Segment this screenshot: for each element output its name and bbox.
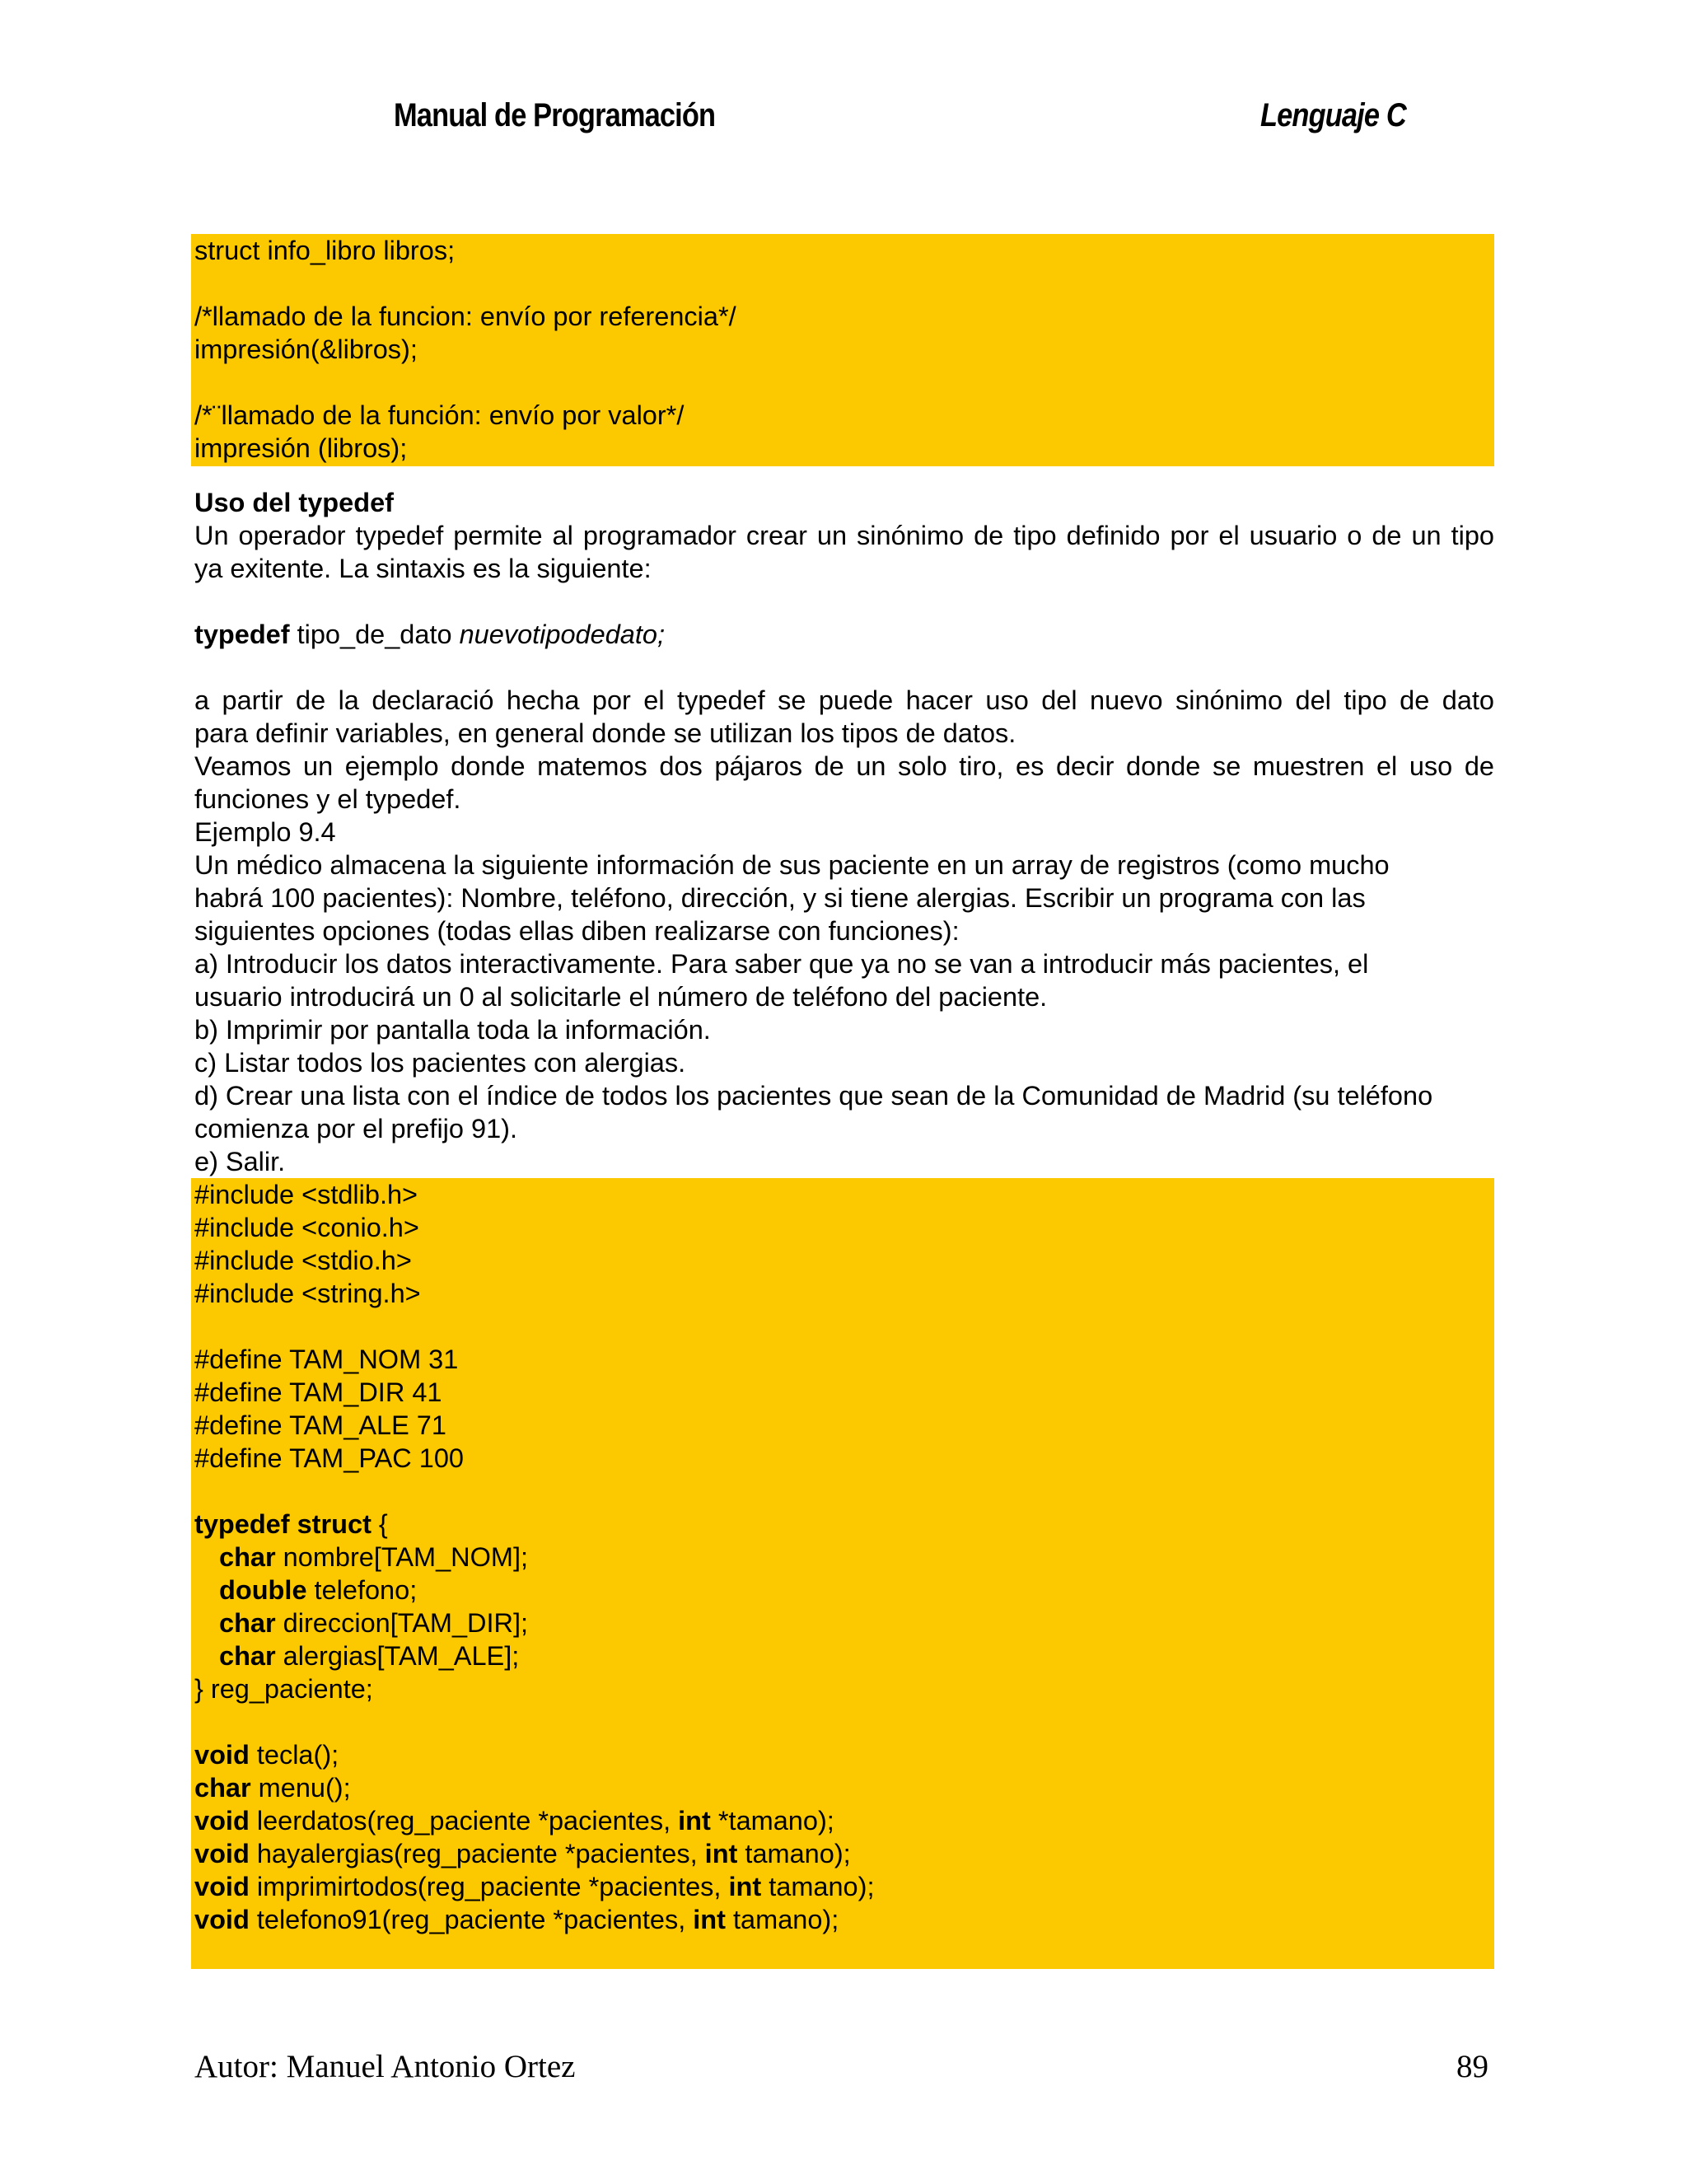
paragraph-line: Veamos un ejemplo donde matemos dos pájaros de un solo tiro, es decir donde se muestren el uso de <box>194 751 1494 781</box>
paragraph-line: siguientes opciones (todas ellas diben realizarse con funciones): <box>194 916 960 946</box>
footer-author: Autor: Manuel Antonio Ortez <box>194 2049 576 2084</box>
code-keyword: void <box>194 1839 250 1868</box>
code-block-program <box>191 1178 1494 1969</box>
header-manual-title: Manual de Programación <box>394 97 716 133</box>
paragraph-line: e) Salir. <box>194 1147 286 1176</box>
code-line <box>194 1639 1494 1672</box>
example-label: Ejemplo 9.4 <box>194 817 336 847</box>
code-line <box>194 1738 1494 1771</box>
code-line <box>194 1771 1494 1804</box>
code-keyword: typedef struct <box>194 1509 372 1539</box>
paragraph-line: Un operador typedef permite al programador crear un sinónimo de tipo definido por el usuario o de un tipo <box>194 521 1494 550</box>
code-keyword: void <box>194 1806 250 1836</box>
syntax-newtype: nuevotipodedato; <box>459 620 665 649</box>
code-line: #include <stdlib.h> <box>194 1180 418 1209</box>
code-line <box>194 1574 1494 1606</box>
code-text: tamano); <box>737 1839 851 1868</box>
paragraph-line: para definir variables, en general donde se utilizan los tipos de datos. <box>194 718 1016 748</box>
code-text: direccion[TAM_DIR]; <box>275 1608 529 1638</box>
code-keyword: char <box>194 1773 251 1803</box>
footer-page-number: 89 <box>1456 2049 1488 2084</box>
code-text: tamano); <box>761 1872 875 1901</box>
code-keyword: void <box>194 1872 250 1901</box>
code-keyword: void <box>194 1740 250 1770</box>
code-text: leerdatos(reg_paciente *pacientes, <box>249 1806 679 1836</box>
code-line: } reg_paciente; <box>194 1674 373 1704</box>
code-text: telefono91(reg_paciente *pacientes, <box>249 1905 694 1934</box>
code-keyword: char <box>219 1608 276 1638</box>
code-line: impresión (libros); <box>194 433 408 463</box>
section-heading: Uso del typedef <box>194 488 394 517</box>
paragraph-line: a) Introducir los datos interactivamente. Para saber que ya no se van a introducir más pacientes, el <box>194 949 1369 979</box>
code-keyword: void <box>194 1905 250 1934</box>
code-line <box>194 1804 1494 1837</box>
page-content <box>191 234 1494 1969</box>
code-line <box>194 1870 1494 1903</box>
paragraph-line: comienza por el prefijo 91). <box>194 1114 517 1143</box>
syntax-keyword: typedef <box>194 620 290 649</box>
code-line <box>194 1508 1494 1541</box>
code-line: #define TAM_ALE 71 <box>194 1410 446 1440</box>
code-line <box>194 1606 1494 1639</box>
code-line <box>194 1903 1494 1936</box>
paragraph-line: d) Crear una lista con el índice de todos los pacientes que sean de la Comunidad de Madrid (su teléfono <box>194 1081 1433 1111</box>
paragraph-line: usuario introducirá un 0 al solicitarle el número de teléfono del paciente. <box>194 982 1048 1012</box>
code-line: /*¨llamado de la función: envío por valor*/ <box>194 400 685 430</box>
paragraph-line: c) Listar todos los pacientes con alergias. <box>194 1048 686 1078</box>
code-keyword: int <box>704 1839 738 1868</box>
code-line: struct info_libro libros; <box>194 236 456 265</box>
code-keyword: double <box>219 1575 307 1605</box>
typedef-section <box>191 486 1494 1178</box>
paragraph-line: habrá 100 pacientes): Nombre, teléfono, dirección, y si tiene alergias. Escribir un programa con las <box>194 883 1366 913</box>
code-text: telefono; <box>306 1575 418 1605</box>
paragraph-line: a partir de la declaració hecha por el typedef se puede hacer uso del nuevo sinónimo del tipo de dato <box>194 685 1494 715</box>
paragraph-line: Un médico almacena la siguiente información de sus paciente en un array de registros (como mucho <box>194 850 1390 880</box>
code-line: #define TAM_PAC 100 <box>194 1443 464 1473</box>
paragraph-line: ya exitente. La sintaxis es la siguiente: <box>194 554 652 583</box>
code-text: nombre[TAM_NOM]; <box>275 1542 529 1572</box>
paragraph-line: funciones y el typedef. <box>194 784 461 814</box>
paragraph-line: b) Imprimir por pantalla toda la información. <box>194 1015 711 1045</box>
code-keyword: char <box>219 1542 276 1572</box>
code-line: #include <string.h> <box>194 1279 421 1308</box>
syntax-line <box>194 618 1494 651</box>
code-keyword: int <box>693 1905 726 1934</box>
code-text: menu(); <box>250 1773 351 1803</box>
code-keyword: int <box>678 1806 711 1836</box>
code-text: alergias[TAM_ALE]; <box>275 1641 520 1671</box>
syntax-type: tipo_de_dato <box>289 620 460 649</box>
code-keyword: int <box>728 1872 762 1901</box>
code-line: /*llamado de la funcion: envío por referencia*/ <box>194 302 736 331</box>
code-line: #include <conio.h> <box>194 1213 419 1242</box>
code-keyword: char <box>219 1641 276 1671</box>
header-language-title: Lenguaje C <box>1260 97 1406 133</box>
page-header <box>0 97 1687 147</box>
code-text: tamano); <box>725 1905 839 1934</box>
code-line: #define TAM_NOM 31 <box>194 1345 459 1374</box>
code-text: imprimirtodos(reg_paciente *pacientes, <box>249 1872 729 1901</box>
code-line <box>194 1837 1494 1870</box>
code-line: impresión(&libros); <box>194 334 418 364</box>
code-line: #define TAM_DIR 41 <box>194 1377 442 1407</box>
code-text: tecla(); <box>249 1740 339 1770</box>
code-line <box>194 1541 1494 1574</box>
code-text: hayalergias(reg_paciente *pacientes, <box>249 1839 705 1868</box>
code-line: #include <stdio.h> <box>194 1246 412 1275</box>
code-text: { <box>371 1509 388 1539</box>
code-text: *tamano); <box>710 1806 834 1836</box>
code-block-struct <box>191 234 1494 466</box>
